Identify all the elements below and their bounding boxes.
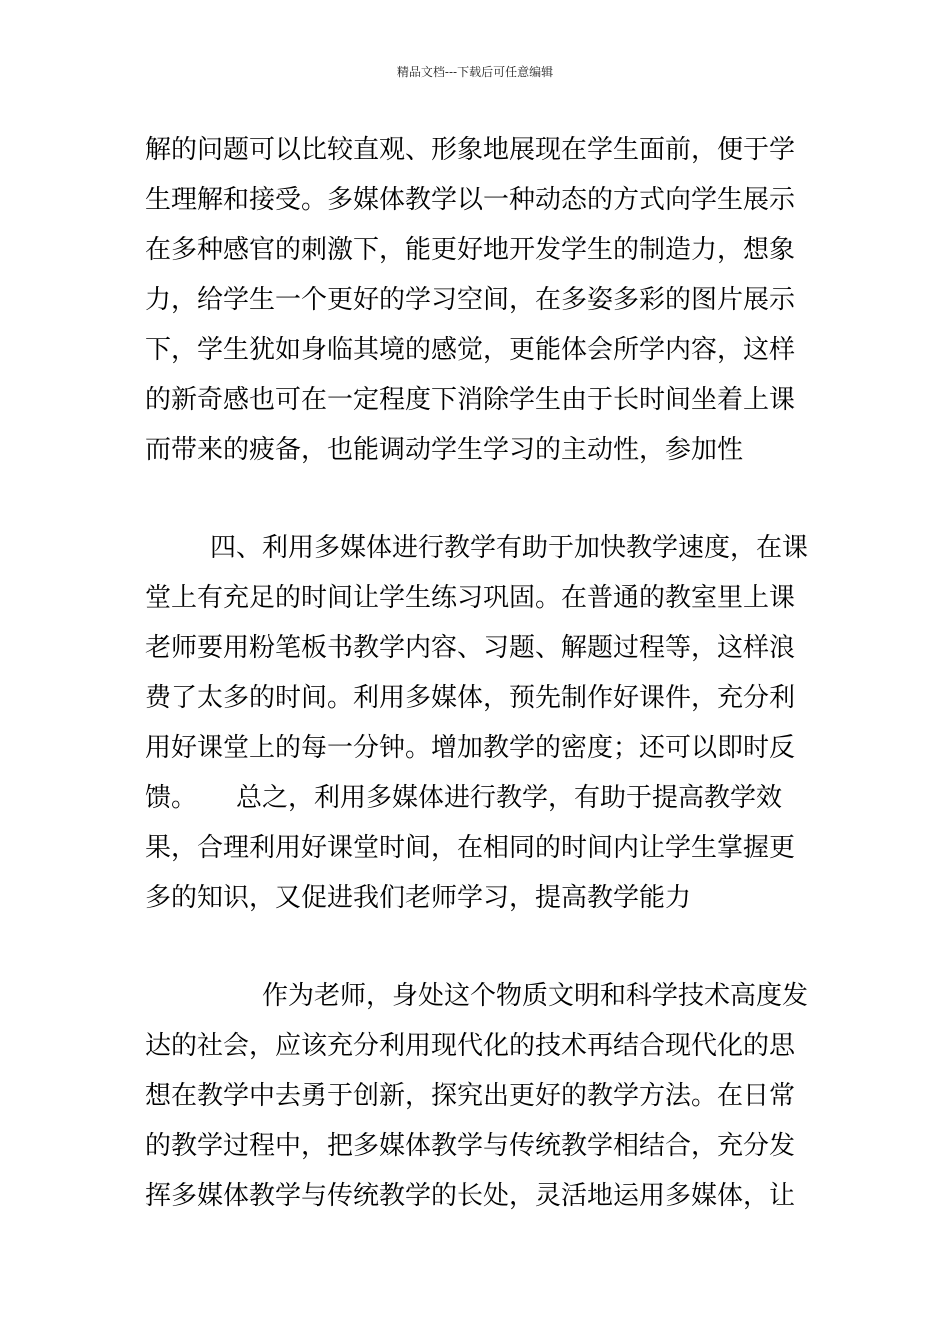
paragraph-line: 的教学过程中，把多媒体教学与传统教学相结合，充分发 [145,1131,796,1161]
paragraph-line: 用好课堂上的每一分钟。增加教学的密度；还可以即时反 [145,733,796,763]
paragraph-line: 费了太多的时间。利用多媒体，预先制作好课件，充分利 [145,683,796,713]
page-header: 精品文档---下载后可任意编辑 [396,65,554,79]
paragraph-line: 想在教学中去勇于创新，探究出更好的教学方法。在日常 [145,1081,796,1111]
paragraph-line: 力，给学生一个更好的学习空间，在多姿多彩的图片展示 [145,285,796,315]
paragraph-line: 生理解和接受。多媒体教学以一种动态的方式向学生展示 [145,185,796,215]
paragraph-line: 的新奇感也可在一定程度下消除学生由于长时间坐着上课 [145,385,796,415]
paragraph-line: 老师要用粉笔板书教学内容、习题、解题过程等，这样浪 [145,633,796,663]
paragraph-line: 下，学生犹如身临其境的感觉，更能体会所学内容，这样 [145,335,796,365]
paragraph-line: 多的知识，又促进我们老师学习，提高教学能力 [145,883,692,913]
paragraph-line: 达的社会，应该充分利用现代化的技术再结合现代化的思 [145,1031,796,1061]
paragraph-line: 解的问题可以比较直观、形象地展现在学生面前，便于学 [145,135,796,165]
paragraph-line: 挥多媒体教学与传统教学的长处，灵活地运用多媒体，让 [145,1181,796,1211]
paragraph-line: 作为老师，身处这个物质文明和科学技术高度发 [262,981,809,1011]
paragraph-line: 果，合理利用好课堂时间，在相同的时间内让学生掌握更 [145,833,796,863]
paragraph-line: 四、利用多媒体进行教学有助于加快教学速度，在课 [210,533,809,563]
paragraph-line: 在多种感官的刺激下，能更好地开发学生的制造力，想象 [145,235,796,265]
paragraph-line: 而带来的疲备，也能调动学生学习的主动性，参加性 [145,435,744,465]
paragraph-line: 堂上有充足的时间让学生练习巩固。在普通的教室里上课 [145,583,796,613]
paragraph-line: 馈。 总之，利用多媒体进行教学，有助于提高教学效 [145,783,783,813]
